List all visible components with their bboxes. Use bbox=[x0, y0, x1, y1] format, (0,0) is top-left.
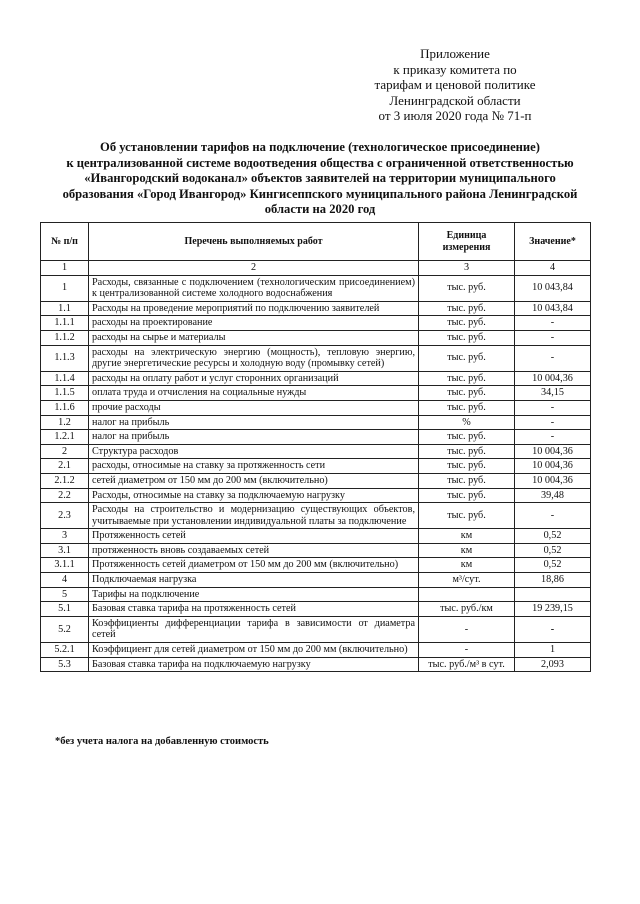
numbering-cell: 3 bbox=[419, 261, 515, 276]
cell-unit: км bbox=[419, 558, 515, 573]
cell-value: 0,52 bbox=[515, 558, 591, 573]
cell-num: 1.1.2 bbox=[41, 330, 89, 345]
cell-name: налог на прибыль bbox=[89, 430, 419, 445]
cell-num: 3.1 bbox=[41, 543, 89, 558]
table-row bbox=[41, 587, 591, 602]
footnote: *без учета налога на добавленную стоимость bbox=[55, 736, 269, 747]
cell-name: налог на прибыль bbox=[89, 415, 419, 430]
title-line: «Ивангородский водоканал» объектов заявителей на территории муниципального bbox=[84, 171, 556, 186]
table-row bbox=[41, 602, 591, 617]
cell-unit: тыс. руб. bbox=[419, 488, 515, 503]
cell-unit: тыс. руб. bbox=[419, 275, 515, 301]
cell-value: - bbox=[515, 400, 591, 415]
cell-value: - bbox=[515, 616, 591, 642]
cell-value bbox=[515, 587, 591, 602]
table-row bbox=[41, 345, 591, 371]
table-row bbox=[41, 503, 591, 529]
table-row bbox=[41, 275, 591, 301]
table-row bbox=[41, 400, 591, 415]
cell-value: 10 043,84 bbox=[515, 301, 591, 316]
cell-name: Базовая ставка тарифа на протяженность сетей bbox=[89, 602, 419, 617]
title-line: Об установлении тарифов на подключение (технологическое присоединение) bbox=[100, 140, 540, 154]
table-row bbox=[41, 415, 591, 430]
table-header-row bbox=[41, 223, 591, 261]
cell-unit: тыс. руб. bbox=[419, 503, 515, 529]
cell-value: 19 239,15 bbox=[515, 602, 591, 617]
numbering-cell: 1 bbox=[41, 261, 89, 276]
cell-num: 2.2 bbox=[41, 488, 89, 503]
cell-value: 10 004,36 bbox=[515, 444, 591, 459]
cell-name: протяженность вновь создаваемых сетей bbox=[89, 543, 419, 558]
cell-value: - bbox=[515, 430, 591, 445]
cell-num: 1.1.4 bbox=[41, 371, 89, 386]
cell-unit: тыс. руб. bbox=[419, 473, 515, 488]
cell-value: 0,52 bbox=[515, 529, 591, 544]
table-numbering-row bbox=[41, 261, 591, 276]
cell-name: расходы на оплату работ и услуг сторонних организаций bbox=[89, 371, 419, 386]
cell-num: 1 bbox=[41, 275, 89, 301]
table-row bbox=[41, 444, 591, 459]
cell-num: 1.1 bbox=[41, 301, 89, 316]
cell-unit: тыс. руб. bbox=[419, 430, 515, 445]
cell-name: Протяженность сетей bbox=[89, 529, 419, 544]
cell-value: - bbox=[515, 345, 591, 371]
cell-unit: тыс. руб. bbox=[419, 459, 515, 474]
header-value: Значение* bbox=[515, 223, 591, 261]
numbering-cell: 4 bbox=[515, 261, 591, 276]
table-row bbox=[41, 330, 591, 345]
cell-value: 10 004,36 bbox=[515, 371, 591, 386]
table-row bbox=[41, 543, 591, 558]
table-row bbox=[41, 386, 591, 401]
cell-value: 2,093 bbox=[515, 657, 591, 672]
cell-num: 1.2.1 bbox=[41, 430, 89, 445]
cell-num: 5.2.1 bbox=[41, 643, 89, 658]
cell-name: Структура расходов bbox=[89, 444, 419, 459]
cell-unit: тыс. руб./км bbox=[419, 602, 515, 617]
cell-name: Коэффициенты дифференциации тарифа в зависимости от диаметра сетей bbox=[89, 616, 419, 642]
cell-value: 10 004,36 bbox=[515, 473, 591, 488]
cell-num: 4 bbox=[41, 573, 89, 588]
cell-num: 3 bbox=[41, 529, 89, 544]
table-row bbox=[41, 459, 591, 474]
cell-name: расходы на проектирование bbox=[89, 316, 419, 331]
cell-num: 5.3 bbox=[41, 657, 89, 672]
title-line: к централизованной системе водоотведения общества с ограниченной ответственностью bbox=[66, 155, 574, 170]
appendix-line: от 3 июля 2020 года № 71-п bbox=[378, 108, 532, 123]
header-unit: Единица измерения bbox=[419, 223, 515, 261]
appendix-line: Приложение bbox=[420, 46, 490, 61]
cell-unit: тыс. руб. bbox=[419, 301, 515, 316]
cell-value: 34,15 bbox=[515, 386, 591, 401]
table-row bbox=[41, 430, 591, 445]
cell-unit: тыс. руб. bbox=[419, 316, 515, 331]
cell-value: 0,52 bbox=[515, 543, 591, 558]
cell-num: 1.1.3 bbox=[41, 345, 89, 371]
cell-unit: км bbox=[419, 529, 515, 544]
cell-name: Базовая ставка тарифа на подключаемую нагрузку bbox=[89, 657, 419, 672]
table-row bbox=[41, 301, 591, 316]
cell-num: 1.1.5 bbox=[41, 386, 89, 401]
cell-value: 10 004,36 bbox=[515, 459, 591, 474]
cell-unit: тыс. руб. bbox=[419, 400, 515, 415]
cell-value: 1 bbox=[515, 643, 591, 658]
cell-num: 2 bbox=[41, 444, 89, 459]
cell-value: - bbox=[515, 503, 591, 529]
cell-value: - bbox=[515, 415, 591, 430]
appendix-line: Ленинградской области bbox=[389, 92, 521, 108]
cell-unit: тыс. руб. bbox=[419, 345, 515, 371]
numbering-cell: 2 bbox=[89, 261, 419, 276]
cell-unit: тыс. руб. bbox=[419, 386, 515, 401]
cell-num: 5 bbox=[41, 587, 89, 602]
title-line: области на 2020 год bbox=[264, 202, 376, 217]
cell-name: Коэффициент для сетей диаметром от 150 мм до 200 мм (включительно) bbox=[89, 643, 419, 658]
cell-name: Расходы, относимые на ставку за подключаемую нагрузку bbox=[89, 488, 419, 503]
cell-num: 1.1.6 bbox=[41, 400, 89, 415]
cell-unit: % bbox=[419, 415, 515, 430]
table-row bbox=[41, 643, 591, 658]
appendix-line: тарифам и ценовой политике bbox=[374, 77, 536, 92]
appendix-header bbox=[360, 46, 550, 124]
title-line: образования «Город Ивангород» Кингисеппского муниципального района Ленинградской bbox=[62, 186, 578, 201]
header-num: № п/п bbox=[41, 223, 89, 261]
table-body bbox=[41, 275, 591, 672]
cell-name: расходы на сырье и материалы bbox=[89, 330, 419, 345]
cell-num: 2.3 bbox=[41, 503, 89, 529]
cell-unit: - bbox=[419, 643, 515, 658]
cell-value: - bbox=[515, 316, 591, 331]
table-row bbox=[41, 529, 591, 544]
cell-unit: тыс. руб. bbox=[419, 330, 515, 345]
cell-unit: км bbox=[419, 543, 515, 558]
table-row bbox=[41, 657, 591, 672]
cell-name: прочие расходы bbox=[89, 400, 419, 415]
cell-value: 18,86 bbox=[515, 573, 591, 588]
table-row bbox=[41, 316, 591, 331]
table-row bbox=[41, 558, 591, 573]
cell-unit: м³/сут. bbox=[419, 573, 515, 588]
cell-name: Протяженность сетей диаметром от 150 мм до 200 мм (включительно) bbox=[89, 558, 419, 573]
header-name: Перечень выполняемых работ bbox=[89, 223, 419, 261]
cell-name: расходы на электрическую энергию (мощность), тепловую энергию, другие энергетические ресурсы и холодную воду (промывку сетей) bbox=[89, 345, 419, 371]
cell-num: 3.1.1 bbox=[41, 558, 89, 573]
cell-value: - bbox=[515, 330, 591, 345]
cell-unit: тыс. руб. bbox=[419, 444, 515, 459]
cell-value: 10 043,84 bbox=[515, 275, 591, 301]
appendix-line: к приказу комитета по bbox=[393, 61, 517, 77]
cell-name: сетей диаметром от 150 мм до 200 мм (включительно) bbox=[89, 473, 419, 488]
cell-num: 1.2 bbox=[41, 415, 89, 430]
cell-name: Подключаемая нагрузка bbox=[89, 573, 419, 588]
cell-num: 1.1.1 bbox=[41, 316, 89, 331]
cell-name: Расходы на проведение мероприятий по подключению заявителей bbox=[89, 301, 419, 316]
table-row bbox=[41, 616, 591, 642]
cell-name: оплата труда и отчисления на социальные нужды bbox=[89, 386, 419, 401]
cell-num: 5.1 bbox=[41, 602, 89, 617]
table-row bbox=[41, 573, 591, 588]
cell-num: 2.1 bbox=[41, 459, 89, 474]
document-title bbox=[40, 140, 600, 218]
tariff-table bbox=[40, 222, 591, 672]
table-row bbox=[41, 473, 591, 488]
cell-num: 2.1.2 bbox=[41, 473, 89, 488]
cell-unit bbox=[419, 587, 515, 602]
cell-name: Тарифы на подключение bbox=[89, 587, 419, 602]
cell-unit: тыс. руб. bbox=[419, 371, 515, 386]
table-row bbox=[41, 371, 591, 386]
cell-value: 39,48 bbox=[515, 488, 591, 503]
cell-unit: - bbox=[419, 616, 515, 642]
cell-name: Расходы, связанные с подключением (технологическим присоединением) к централизованной системе холодного водоснабжения bbox=[89, 275, 419, 301]
cell-unit: тыс. руб./м³ в сут. bbox=[419, 657, 515, 672]
table-row bbox=[41, 488, 591, 503]
cell-name: Расходы на строительство и модернизацию существующих объектов, учитываемые при установлении индивидуальной платы за подключение bbox=[89, 503, 419, 529]
cell-num: 5.2 bbox=[41, 616, 89, 642]
cell-name: расходы, относимые на ставку за протяженность сети bbox=[89, 459, 419, 474]
